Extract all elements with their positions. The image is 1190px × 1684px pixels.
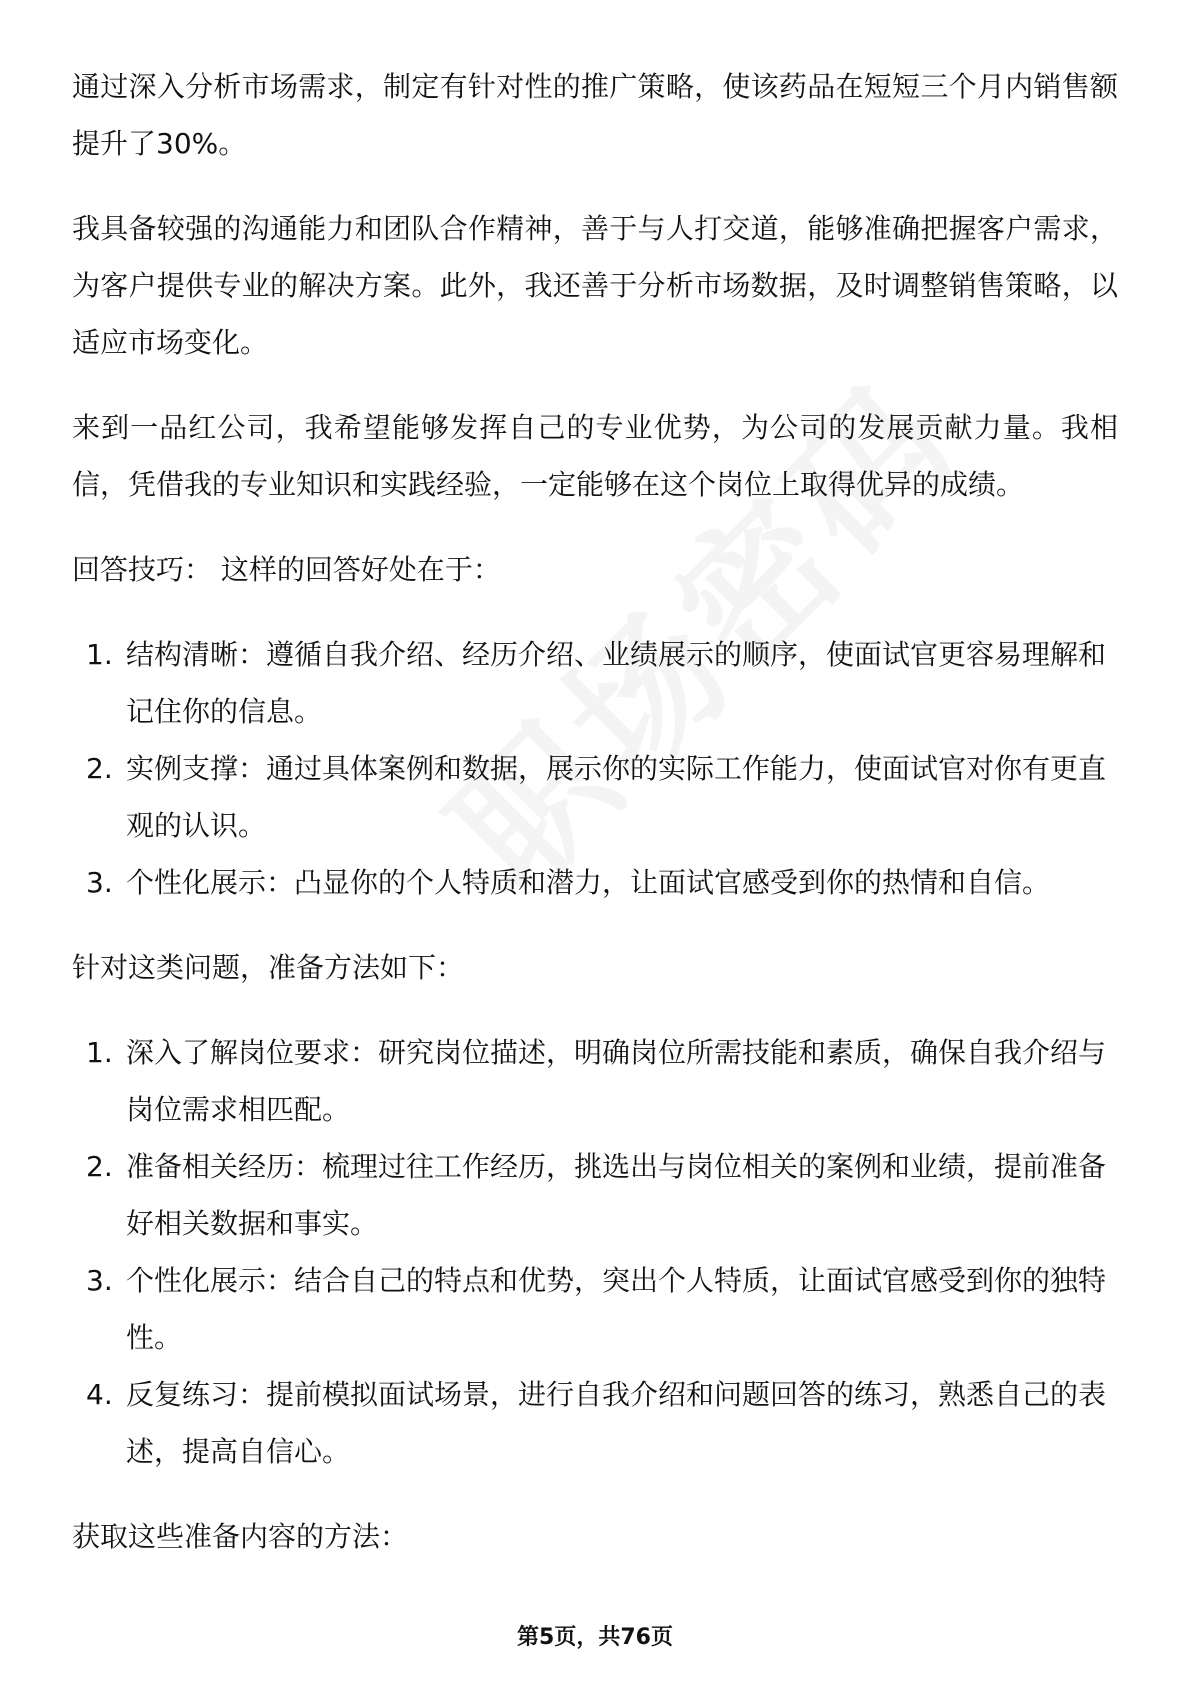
final-heading: 获取这些准备内容的方法： <box>72 1520 409 1553</box>
list-text: 结构清晰：遵循自我介绍、经历介绍、业绩展示的顺序，使面试官更容易理解和记住你的信息。 <box>126 638 1107 728</box>
list-item <box>72 626 1118 740</box>
list-text: 个性化展示：结合自己的特点和优势，突出个人特质，让面试官感受到你的独特性。 <box>126 1264 1107 1354</box>
list-text: 深入了解岗位要求：研究岗位描述，明确岗位所需技能和素质，确保自我介绍与岗位需求相匹配。 <box>126 1036 1107 1126</box>
paragraph: 来到一品红公司，我希望能够发挥自己的专业优势，为公司的发展贡献力量。我相信，凭借我的专业知识和实践经验，一定能够在这个岗位上取得优异的成绩。 <box>72 411 1118 501</box>
tips-heading: 回答技巧： 这样的回答好处在于： <box>72 553 501 586</box>
paragraph: 我具备较强的沟通能力和团队合作精神，善于与人打交道，能够准确把握客户需求，为客户提供专业的解决方案。此外，我还善于分析市场数据，及时调整销售策略，以适应市场变化。 <box>72 212 1118 359</box>
list-number: 4. <box>86 1378 113 1411</box>
list-number: 1. <box>86 1036 113 1069</box>
list-item <box>72 740 1118 854</box>
list-number: 3. <box>86 1264 113 1297</box>
list-item <box>72 1138 1118 1252</box>
paragraph: 通过深入分析市场需求，制定有针对性的推广策略，使该药品在短短三个月内销售额提升了30%。 <box>72 70 1118 160</box>
list-item <box>72 1024 1118 1138</box>
list-text: 个性化展示：凸显你的个人特质和潜力，让面试官感受到你的热情和自信。 <box>126 866 1051 899</box>
list-number: 2. <box>86 752 113 785</box>
prep-heading: 针对这类问题，准备方法如下： <box>72 951 465 984</box>
list-item <box>72 1252 1118 1366</box>
list-text: 反复练习：提前模拟面试场景，进行自我介绍和问题回答的练习，熟悉自己的表述，提高自信心。 <box>126 1378 1107 1468</box>
list-text: 实例支撑：通过具体案例和数据，展示你的实际工作能力，使面试官对你有更直观的认识。 <box>126 752 1107 842</box>
tips-list <box>72 626 1118 911</box>
page-number-footer: 第5页，共76页 <box>517 1625 673 1650</box>
page-content <box>72 58 1118 1593</box>
list-text: 准备相关经历：梳理过往工作经历，挑选出与岗位相关的案例和业绩，提前准备好相关数据和事实。 <box>126 1150 1107 1240</box>
list-item <box>72 1366 1118 1480</box>
list-number: 2. <box>86 1150 113 1183</box>
list-number: 3. <box>86 866 113 899</box>
list-item <box>72 854 1118 911</box>
prep-list <box>72 1024 1118 1480</box>
list-number: 1. <box>86 638 113 671</box>
